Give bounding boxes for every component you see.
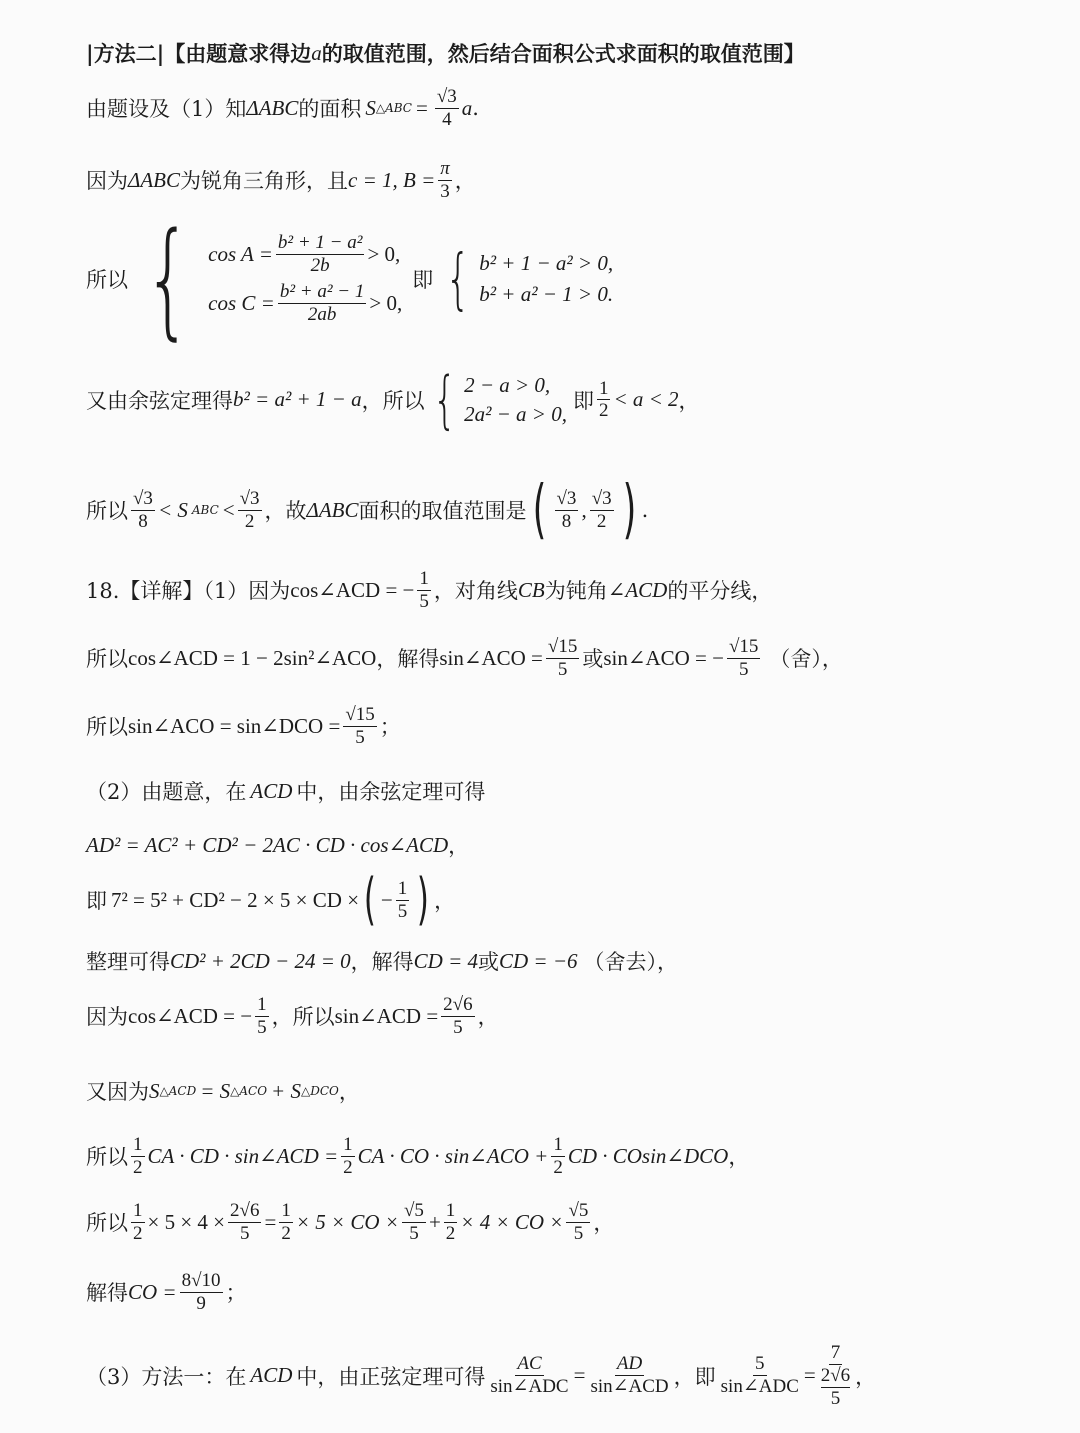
fraction: $\frac{\pi}{3}$: [440, 158, 450, 202]
left-brace: {: [144, 205, 193, 352]
area-equation-line: 所以 $\frac{1}{2}$ CA · CD · sin∠ACD = $\frac{1}{2}$ CA · CO · sin∠ACO + $\frac{1}{2}$ CD · COsin∠DCO ，: [86, 1134, 750, 1178]
cosine-system-line: 所以 { cos A = $\frac{\text{b² + 1 − a²}}{2b}$ > 0, cos C = $\frac{\text{b² + a² − 1}}{2ab}$ > 0, 即 { b² + 1 − a² > 0, b² + a² − 1 > 0.: [86, 205, 614, 352]
fraction: $\frac{√3}{4}$: [436, 86, 457, 130]
area-formula-line: 由题设及（1）知 ΔABC 的面积 S △ABC = $\frac{√3}{4}$ a .: [86, 86, 479, 130]
sin-acd-line: 因为 cos∠ACD = − $\frac{1}{5}$ ，所以 sin∠ACD = $\frac{2√6}{5}$ ，: [86, 994, 499, 1038]
area-sum-line: 又因为 S △ACD = S △ACO + S △DCO ，: [86, 1078, 360, 1104]
sin-dco-line: 所以 sin∠ACO = sin∠DCO = $\frac{√15}{5}$ ；: [86, 704, 401, 748]
left-brace: {: [432, 363, 457, 436]
solve-cd-line: 整理可得 CD² + 2CD − 24 = 0 ，解得 CD = 4 或 CD = −6 （舍去），: [86, 948, 679, 974]
problem-18-line: 18.【详解】（1）因为 cos∠ACD = − $\frac{1}{5}$ ，对角线 CB 为钝角 ∠ACD 的平分线，: [86, 568, 773, 612]
equation-system: { 2 − a > 0, 2a² − a > 0,: [432, 363, 567, 436]
substitution-line: 即 7² = 5² + CD² − 2 × 5 × CD × ( − $\frac{1}{5}$ ) ，: [86, 867, 456, 932]
acute-triangle-line: 因为 ΔABC 为锐角三角形，且 c = 1, B = $\frac{\pi}{3}$ ，: [86, 158, 476, 202]
law-of-cosines-line: AD² = AC² + CD² − 2AC · CD · cos∠ACD ，: [86, 832, 470, 858]
part-3-sine-rule-line: （3）方法一：在 ACD 中，由正弦定理可得 $\frac{AC}{\text{sin∠ADC}}$ = $\frac{AD}{\text{sin∠ACD}}$ ，即 $\frac{5}{\text{sin∠ADC}}$ = 7 2√6 5 ，: [86, 1342, 877, 1409]
co-result-line: 解得 CO = $\frac{8√10}{9}$ ；: [86, 1270, 247, 1314]
area-range-line: 所以 $\frac{√3}{8}$ < S ABC < $\frac{√3}{2}$ ，故 ΔABC 面积的取值范围是 ( $\frac{√3}{8}$ , $\frac{√3}{2}$ ) .: [86, 473, 649, 547]
equation-system: { b² + 1 − a² > 0, b² + a² − 1 > 0.: [445, 240, 614, 317]
left-brace: {: [445, 240, 471, 317]
equation-system: { cos A = $\frac{\text{b² + 1 − a²}}{2b}$ > 0, cos C = $\frac{\text{b² + a² − 1}}{2ab}$ > 0,: [144, 205, 403, 352]
sin-aco-line: 所以 cos∠ACD = 1 − 2sin²∠ACO ，解得 sin∠ACO = $\frac{√15}{5}$ 或 sin∠ACO = − $\frac{√15}{5}$ （舍），: [86, 636, 843, 680]
range-of-a-line: 又由余弦定理得 b² = a² + 1 − a ，所以 { 2 − a > 0, 2a² − a > 0, 即 $\frac{1}{2}$ < a < 2 ，: [86, 363, 700, 436]
numeric-area-line: 所以 $\frac{1}{2}$ × 5 × 4 × $\frac{2√6}{5}$ = $\frac{1}{2}$ × 5 × CO × $\frac{√5}{5}$ + $\frac{1}{2}$ × 4 × CO × $\frac{√5}{5}$ ，: [86, 1200, 615, 1244]
part-2-intro: （2）由题意，在 ACD 中，由余弦定理可得: [86, 778, 486, 804]
method-two-heading: |方法二|【由题意求得边 a 的取值范围，然后结合面积公式求面积的取值范围】: [86, 40, 805, 66]
